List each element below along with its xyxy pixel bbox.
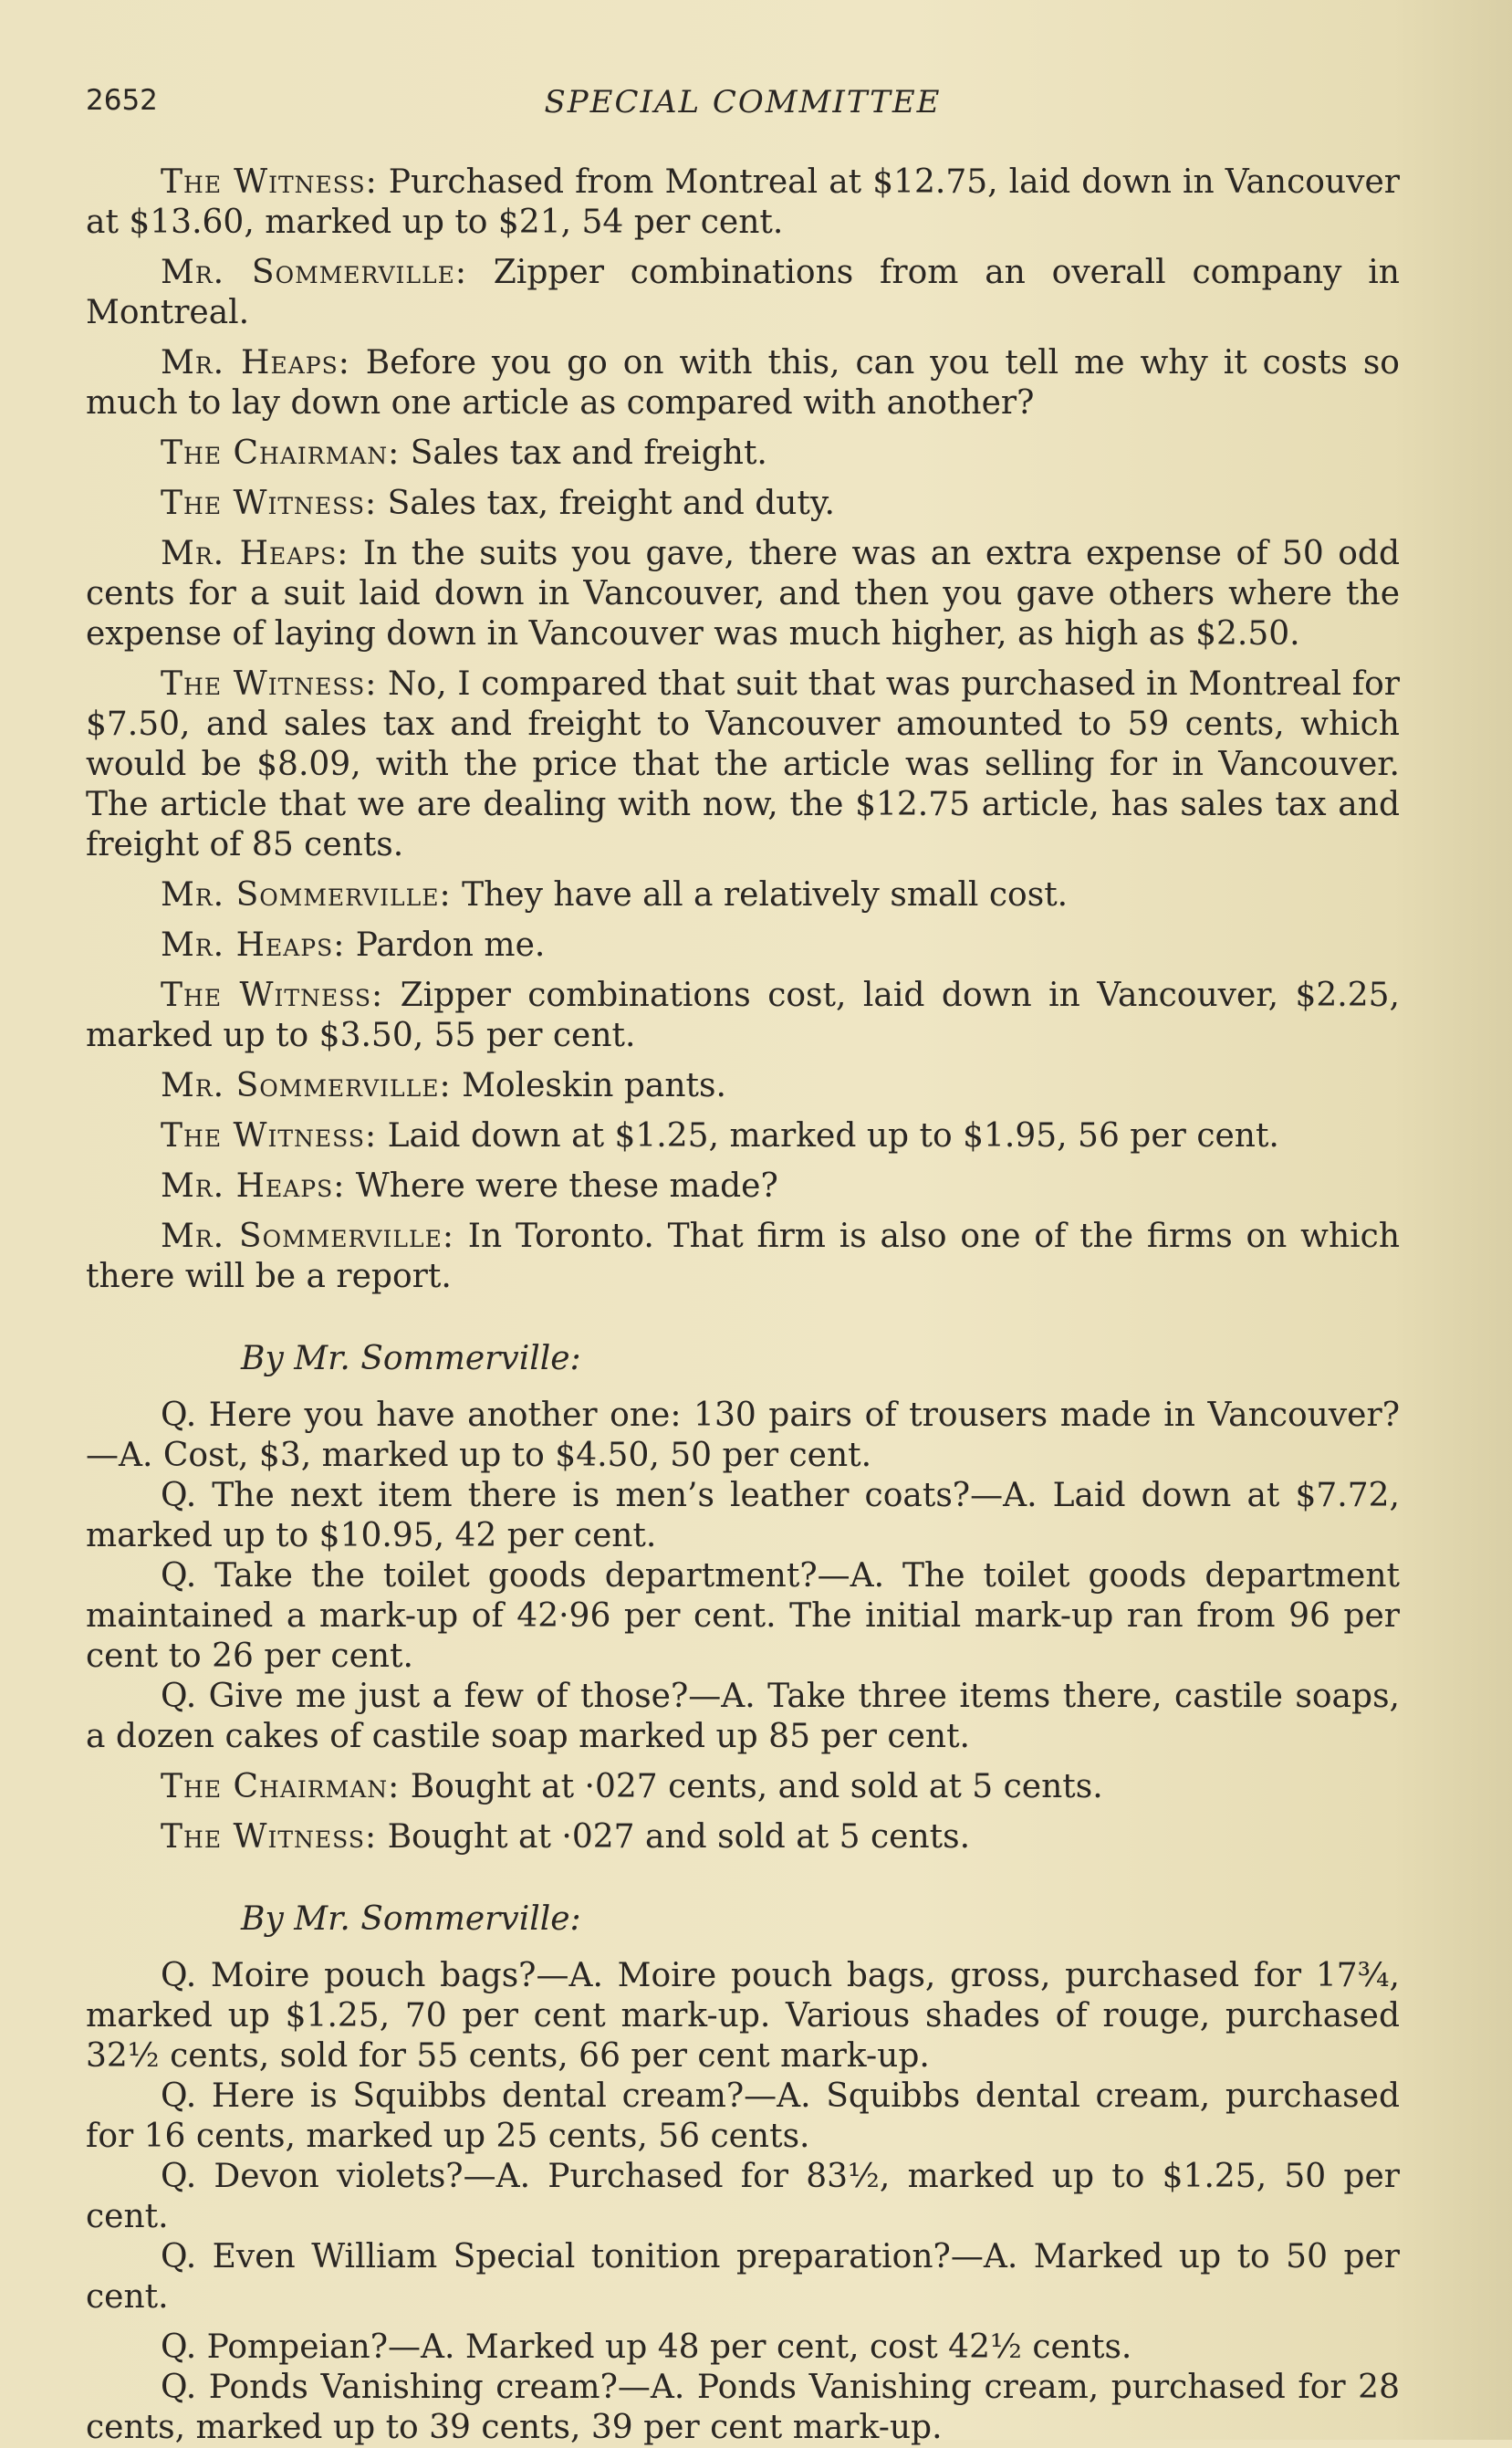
testimony-paragraph (86, 664, 1400, 865)
testimony-paragraph (86, 434, 1400, 474)
speaker-name: The Witness: (161, 1117, 378, 1155)
speaker-name: Mr. Heaps: (161, 1167, 346, 1205)
statement-text: In Toronto. That firm is also one of the firms on which there will be a report. (86, 1218, 1400, 1295)
testimony-paragraph (86, 976, 1400, 1056)
testimony-paragraph (86, 875, 1400, 915)
question-answer: Q. Pompeian?—A. Marked up 48 per cent, cost 42½ cents. (161, 2328, 1132, 2366)
question-answer: Q. Here you have another one: 130 pairs of trousers made in Vancouver?—A. Cost, $3, marked up to $4.50, 50 per cent. (86, 1397, 1400, 1474)
question-answer: Q. Moire pouch bags?—A. Moire pouch bags, gross, purchased for 17¾, marked up $1.25, 70 per cent mark-up. Various shades of rouge, purchased 32½ cents, sold for 55 cents, 66 per cent mark-up. (86, 1957, 1400, 2075)
testimony-paragraph (86, 1767, 1400, 1807)
testimony-paragraph (86, 534, 1400, 654)
statement-text: In the suits you gave, there was an extra expense of 50 odd cents for a suit laid down in Vancouver, and then you gave others where the expense of laying down in Vancouver was much higher, as high as $2.50. (86, 535, 1400, 653)
question-answer: Q. The next item there is men’s leather coats?—A. Laid down at $7.72, marked up to $10.95, 42 per cent. (86, 1477, 1400, 1554)
statement-text: No, I compared that suit that was purchased in Montreal for $7.50, and sales tax and freight to Vancouver amounted to 59 cents, which would be $8.09, with the price that the article was selling for in Vancouver. The article that we are dealing with now, the $12.75 article, has sales tax and freight of 85 cents. (86, 665, 1400, 863)
question-answer: Q. Give me just a few of those?—A. Take three items there, castile soaps, a dozen cakes of castile soap marked up 85 per cent. (86, 1678, 1400, 1755)
speaker-name: Mr. Heaps: (161, 344, 350, 382)
statement-text: Where were these made? (345, 1167, 778, 1205)
statement-text: Moleskin pants. (451, 1067, 726, 1104)
testimony-paragraph (86, 1166, 1400, 1207)
statement-text: Sales tax and freight. (400, 434, 767, 472)
statement-text: Zipper combinations from an overall company in Montreal. (86, 254, 1400, 331)
testimony-paragraph (86, 253, 1400, 333)
section-heading: By Mr. Sommerville: (241, 1340, 581, 1377)
speaker-name: The Witness: (161, 485, 378, 522)
testimony-paragraph (86, 162, 1400, 243)
question-answer: Q. Here is Squibbs dental cream?—A. Squibbs dental cream, purchased for 16 cents, marked up 25 cents, 56 cents. (86, 2077, 1400, 2155)
statement-text: Bought at ·027 cents, and sold at 5 cents. (400, 1768, 1103, 1805)
testimony-paragraph (86, 1217, 1400, 1297)
running-title: SPECIAL COMMITTEE (544, 84, 942, 120)
speaker-name: The Witness: (161, 977, 384, 1014)
question-answer: Q. Ponds Vanishing cream?—A. Ponds Vanishing cream, purchased for 28 cents, marked up to 39 cents, 39 per cent mark-up. (86, 2369, 1400, 2446)
page-number: 2652 (86, 84, 158, 117)
speaker-name: The Chairman: (161, 1768, 401, 1805)
speaker-name: The Witness: (161, 665, 378, 703)
question-answer: Q. Devon violets?—A. Purchased for 83½, marked up to $1.25, 50 per cent. (86, 2158, 1400, 2235)
speaker-name: Mr. Heaps: (161, 926, 346, 964)
statement-text: They have all a relatively small cost. (451, 876, 1069, 914)
testimony-paragraph (86, 1116, 1400, 1156)
statement-text: Bought at ·027 and sold at 5 cents. (377, 1818, 971, 1856)
speaker-name: Mr. Sommerville: (161, 254, 467, 291)
statement-text: Pardon me. (345, 926, 546, 964)
question-answer: Q. Take the toilet goods department?—A. The toilet goods department maintained a mark-up of 42·96 per cent. The initial mark-up ran from 96 per cent to 26 per cent. (86, 1557, 1400, 1675)
statement-text: Sales tax, freight and duty. (377, 485, 835, 522)
statement-text: Before you go on with this, can you tell me why it costs so much to lay down one article as compared with another? (86, 344, 1400, 422)
speaker-name: The Witness: (161, 1818, 378, 1856)
testimony-paragraph (86, 1817, 1400, 1857)
statement-text: Zipper combinations cost, laid down in Vancouver, $2.25, marked up to $3.50, 55 per cent. (86, 977, 1400, 1054)
speaker-name: Mr. Heaps: (161, 535, 349, 572)
statement-text: Purchased from Montreal at $12.75, laid down in Vancouver at $13.60, marked up to $21, 54 per cent. (86, 163, 1400, 241)
speaker-name: Mr. Sommerville: (161, 876, 452, 914)
speaker-name: Mr. Sommerville: (161, 1067, 452, 1104)
statement-text: Laid down at $1.25, marked up to $1.95, 56 per cent. (377, 1117, 1279, 1155)
speaker-name: The Chairman: (161, 434, 401, 472)
testimony-paragraph (86, 926, 1400, 966)
testimony-paragraph (86, 484, 1400, 524)
page-body (86, 162, 1400, 2448)
page-header (86, 84, 1400, 126)
speaker-name: Mr. Sommerville: (161, 1218, 454, 1255)
section-heading: By Mr. Sommerville: (241, 1900, 581, 1938)
testimony-paragraph (86, 1066, 1400, 1106)
question-answer: Q. Even William Special tonition preparation?—A. Marked up to 50 per cent. (86, 2238, 1400, 2316)
speaker-name: The Witness: (161, 163, 378, 201)
testimony-paragraph (86, 343, 1400, 424)
